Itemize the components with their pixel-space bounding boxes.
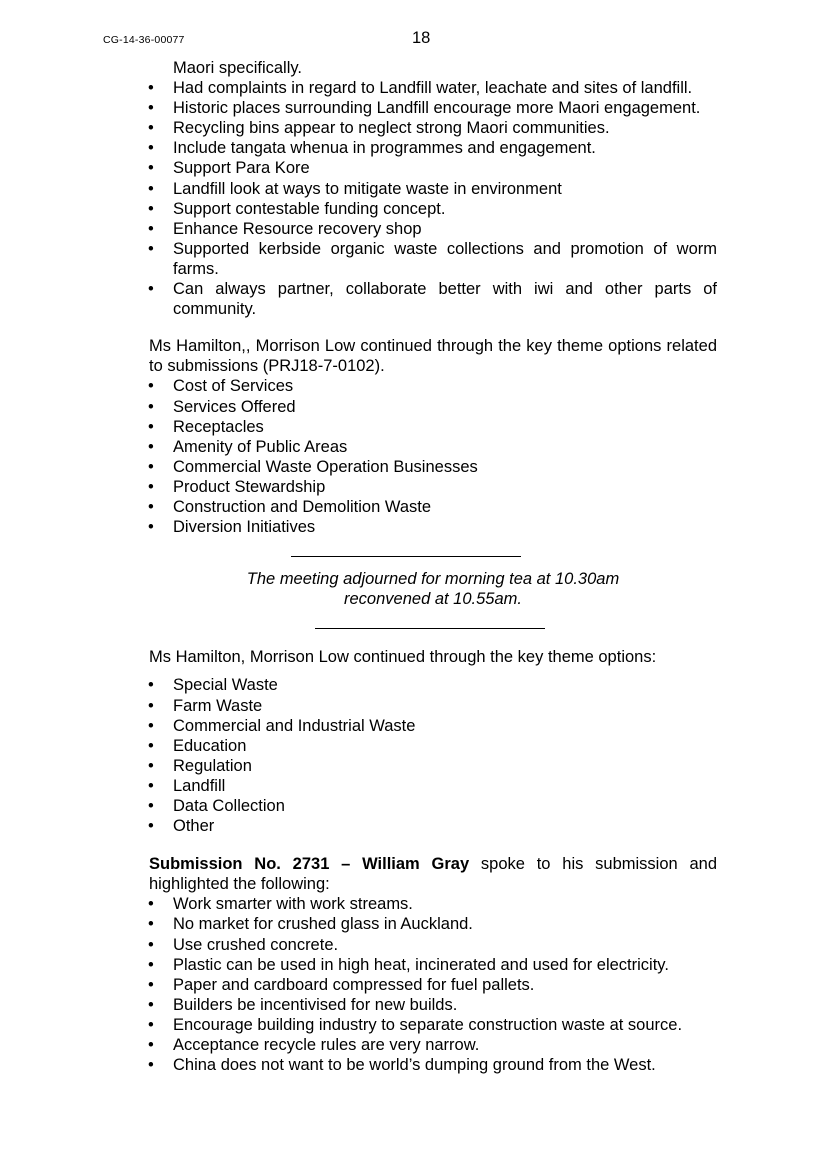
list-item: • Support contestable funding concept.	[149, 199, 717, 219]
list-item: • Product Stewardship	[149, 477, 717, 497]
list-item: • Receptacles	[149, 417, 717, 437]
list-item: • Encourage building industry to separate construction waste at source.	[149, 1015, 717, 1035]
list-item: • Plastic can be used in high heat, incinerated and used for electricity.	[149, 955, 717, 975]
list-item: • Cost of Services	[149, 376, 717, 396]
maori-points-list	[149, 78, 717, 319]
key-themes-list-2	[149, 675, 717, 836]
minutes-body	[149, 58, 717, 1075]
list-item: • Education	[149, 736, 717, 756]
key-themes-2-intro: Ms Hamilton, Morrison Low continued through the key theme options:	[149, 648, 657, 667]
key-themes-intro: Ms Hamilton,, Morrison Low continued through the key theme options related to submissions (PRJ18-7-0102).	[149, 337, 717, 376]
list-item: • Services Offered	[149, 397, 717, 417]
list-item: • Farm Waste	[149, 696, 717, 716]
list-item: • Special Waste	[149, 675, 717, 695]
key-themes-list-1	[149, 376, 717, 537]
list-item: • Landfill look at ways to mitigate waste in environment	[149, 179, 717, 199]
continued-line: Maori specifically.	[173, 59, 302, 77]
list-item: • Use crushed concrete.	[149, 935, 717, 955]
submission-heading: Submission No. 2731 – William Gray	[149, 855, 470, 874]
list-item: • Work smarter with work streams.	[149, 894, 717, 914]
list-item: • Had complaints in regard to Landfill water, leachate and sites of landfill.	[149, 78, 717, 98]
list-item: • Include tangata whenua in programmes and engagement.	[149, 138, 717, 158]
list-item: • China does not want to be world’s dumping ground from the West.	[149, 1055, 717, 1075]
list-item: • Enhance Resource recovery shop	[149, 219, 717, 239]
list-item: • Supported kerbside organic waste collections and promotion of worm farms.	[149, 239, 717, 279]
list-item: • Other	[149, 816, 717, 836]
adjournment-line-2: reconvened at 10.55am.	[344, 590, 522, 609]
divider-top	[291, 556, 521, 557]
list-item: • Commercial and Industrial Waste	[149, 716, 717, 736]
list-item: • Regulation	[149, 756, 717, 776]
list-item: • Landfill	[149, 776, 717, 796]
list-item: • Amenity of Public Areas	[149, 437, 717, 457]
list-item: • Paper and cardboard compressed for fuel pallets.	[149, 975, 717, 995]
list-item: • Can always partner, collaborate better with iwi and other parts of community.	[149, 279, 717, 319]
submission-points-list	[149, 894, 717, 1075]
list-item: • Historic places surrounding Landfill encourage more Maori engagement.	[149, 98, 717, 118]
list-item: • Builders be incentivised for new builds.	[149, 995, 717, 1015]
submission-text: spoke to his submission and highlighted the following:	[149, 855, 717, 894]
list-item: • Data Collection	[149, 796, 717, 816]
adjournment-line-1: The meeting adjourned for morning tea at 10.30am	[246, 570, 620, 589]
list-item: • Support Para Kore	[149, 158, 717, 178]
list-item: • Recycling bins appear to neglect strong Maori communities.	[149, 118, 717, 138]
page-number: 18	[412, 29, 431, 47]
list-item: • Commercial Waste Operation Businesses	[149, 457, 717, 477]
list-item: • No market for crushed glass in Auckland.	[149, 914, 717, 934]
submission-intro	[149, 854, 717, 894]
list-item: • Construction and Demolition Waste	[149, 497, 717, 517]
list-item: • Acceptance recycle rules are very narrow.	[149, 1035, 717, 1055]
document-id: CG-14-36-00077	[103, 34, 185, 46]
list-item: • Diversion Initiatives	[149, 517, 717, 537]
